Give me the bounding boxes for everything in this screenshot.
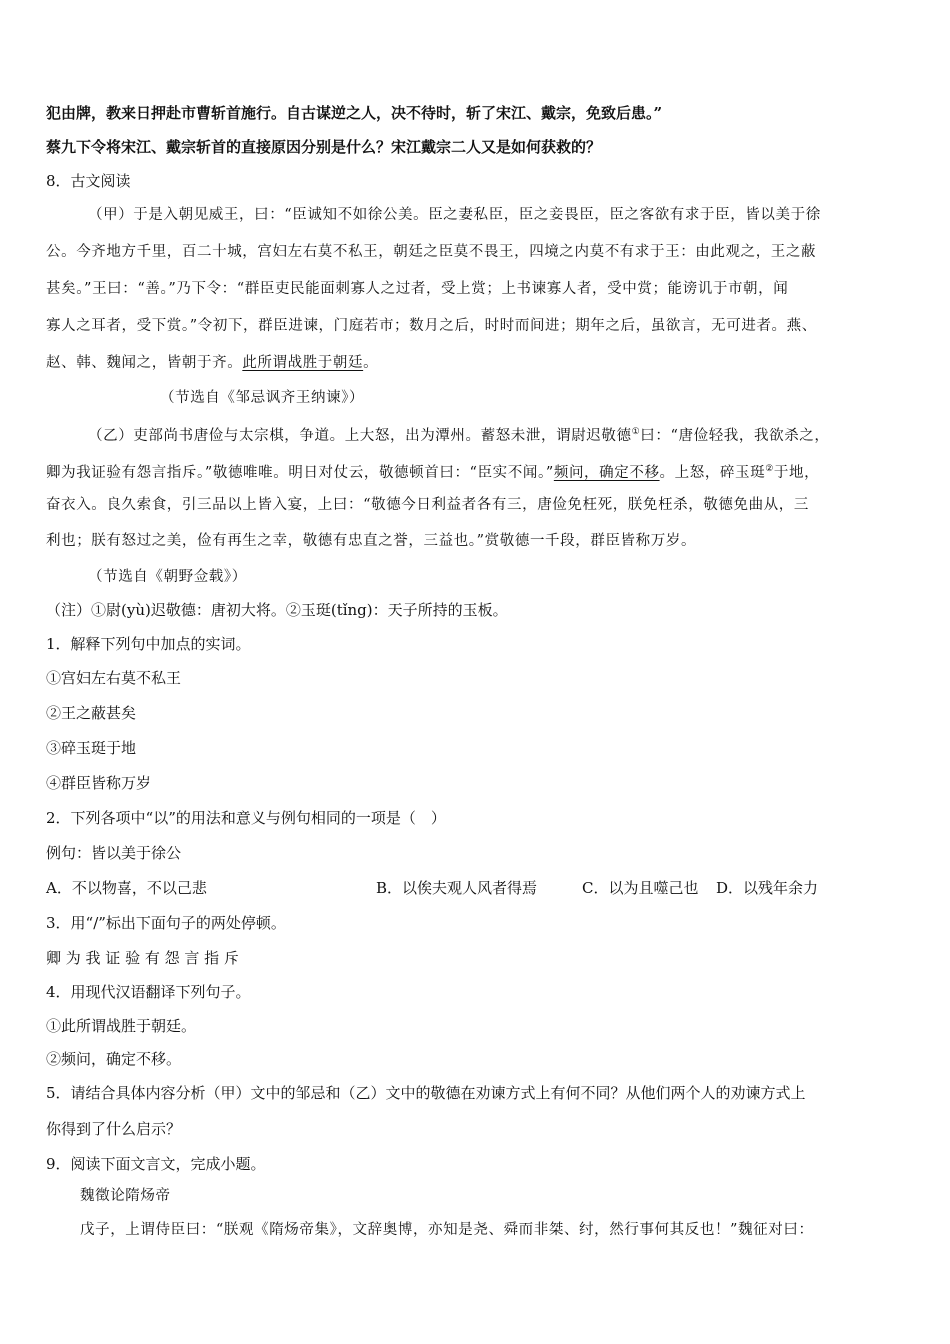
passage-yi-line: 利也；朕有怒过之美，俭有再生之幸，敬德有忠直之誉，三益也。”赏敬德一千段，群臣皆称万岁。 (46, 533, 697, 549)
question-9: 9．阅读下面文言文，完成小题。 (46, 1155, 266, 1173)
passage-jia-line: 公。今齐地方千里，百二十城，宫妇左右莫不私王，朝廷之臣莫不畏王，四境之内莫不有求于王：由此观之，王之蔽 (46, 244, 817, 260)
option-d: D．以残年余力 (716, 879, 819, 897)
passage-yi-line (46, 459, 819, 483)
annotation-note: （注）①尉(yù)迟敬德：唐初大将。②玉珽(tǐng)：天子所持的玉板。 (46, 601, 508, 619)
passage-yi-line: 奋衣入。良久索食，引三品以上皆入宴，上曰：“敬德今日利益者各有三，唐俭免枉死，朕免枉杀，敬德免曲从，三 (46, 497, 810, 513)
passage-title: 魏徵论隋炀帝 (80, 1188, 171, 1204)
question-line: 蔡九下令将宋江、戴宗斩首的直接原因分别是什么？宋江戴宗二人又是如何获救的？ (46, 138, 602, 156)
source-note: （节选自《邹忌讽齐王纳谏》） (160, 390, 365, 406)
pause-sentence: 卿 为 我 证 验 有 怨 言 指 斥 (46, 949, 239, 967)
question-5: 5．请结合具体内容分析（甲）文中的邹忌和（乙）文中的敬德在劝谏方式上有何不同？从他们两个人的劝谏方式上 (46, 1084, 806, 1102)
example-sentence: 例句：皆以美于徐公 (46, 844, 182, 862)
section-heading: 8．古文阅读 (46, 172, 131, 190)
passage-line: 戊子，上谓侍臣曰：“朕观《隋炀帝集》，文辞奥博，亦知是尧、舜而非桀、纣，然行事何其反也！”魏征对曰： (80, 1222, 814, 1238)
source-note: （节选自《朝野佥载》） (88, 569, 247, 585)
passage-text: 。 (363, 355, 379, 371)
passage-text: 于地， (773, 465, 820, 481)
question-1: 1．解释下列句中加点的实词。 (46, 635, 251, 653)
passage-text: 。上怒，碎玉珽 (659, 465, 766, 481)
underlined-sentence: 频问，确定不移 (553, 465, 660, 481)
passage-text: 赵、韩、魏闻之，皆朝于齐。 (46, 355, 243, 371)
question-item: ①宫妇左右莫不私王 (46, 669, 182, 687)
passage-text: 曰：“唐俭轻我，我欲杀之， (640, 428, 830, 444)
footnote-marker: ① (631, 427, 641, 437)
option-c: C．以为且噬己也 (582, 879, 699, 897)
question-item: ③碎玉珽于地 (46, 739, 137, 757)
option-a: A．不以物喜，不以己悲 (46, 879, 207, 897)
passage-yi-line (88, 422, 830, 446)
question-2: 2．下列各项中“以”的用法和意义与例句相同的一项是（ ） (46, 809, 446, 827)
passage-jia-line: 甚矣。”王曰：“善。”乃下令：“群臣吏民能面刺寡人之过者，受上赏；上书谏寡人者，受中赏；能谤讥于市朝，闻 (46, 281, 789, 297)
passage-line: 犯由牌，教来日押赴市曹斩首施行。自古谋逆之人，决不待时，斩了宋江、戴宗，免致后患。” (46, 104, 663, 122)
passage-text: （乙）吏部尚书唐俭与太宗棋，争道。上大怒，出为潭州。蓄怒未泄，谓尉迟敬德 (88, 428, 632, 444)
question-item: ①此所谓战胜于朝廷。 (46, 1017, 197, 1035)
underlined-sentence: 此所谓战胜于朝廷 (242, 355, 364, 371)
question-3: 3．用“/”标出下面句子的两处停顿。 (46, 914, 286, 932)
option-b: B．以俟夫观人风者得焉 (376, 879, 538, 897)
passage-jia-line: （甲）于是入朝见威王，曰：“臣诚知不如徐公美。臣之妻私臣，臣之妾畏臣，臣之客欲有求于臣，皆以美于徐 (88, 207, 821, 223)
question-item: ④群臣皆称万岁 (46, 774, 152, 792)
passage-jia-line: 寡人之耳者，受下赏。”令初下，群臣进谏，门庭若市；数月之后，时时而间进；期年之后，虽欲言，无可进者。燕、 (46, 318, 817, 334)
question-item: ②王之蔽甚矣 (46, 704, 137, 722)
passage-jia-line (46, 353, 378, 373)
question-4: 4．用现代汉语翻译下列句子。 (46, 983, 251, 1001)
question-item: ②频问，确定不移。 (46, 1050, 182, 1068)
passage-text: 卿为我证验有怨言指斥。”敬德唯唯。明日对仗云，敬德顿首曰：“臣实不闻。” (46, 465, 554, 481)
question-5-cont: 你得到了什么启示？ (46, 1120, 182, 1138)
footnote-marker: ② (765, 464, 774, 474)
